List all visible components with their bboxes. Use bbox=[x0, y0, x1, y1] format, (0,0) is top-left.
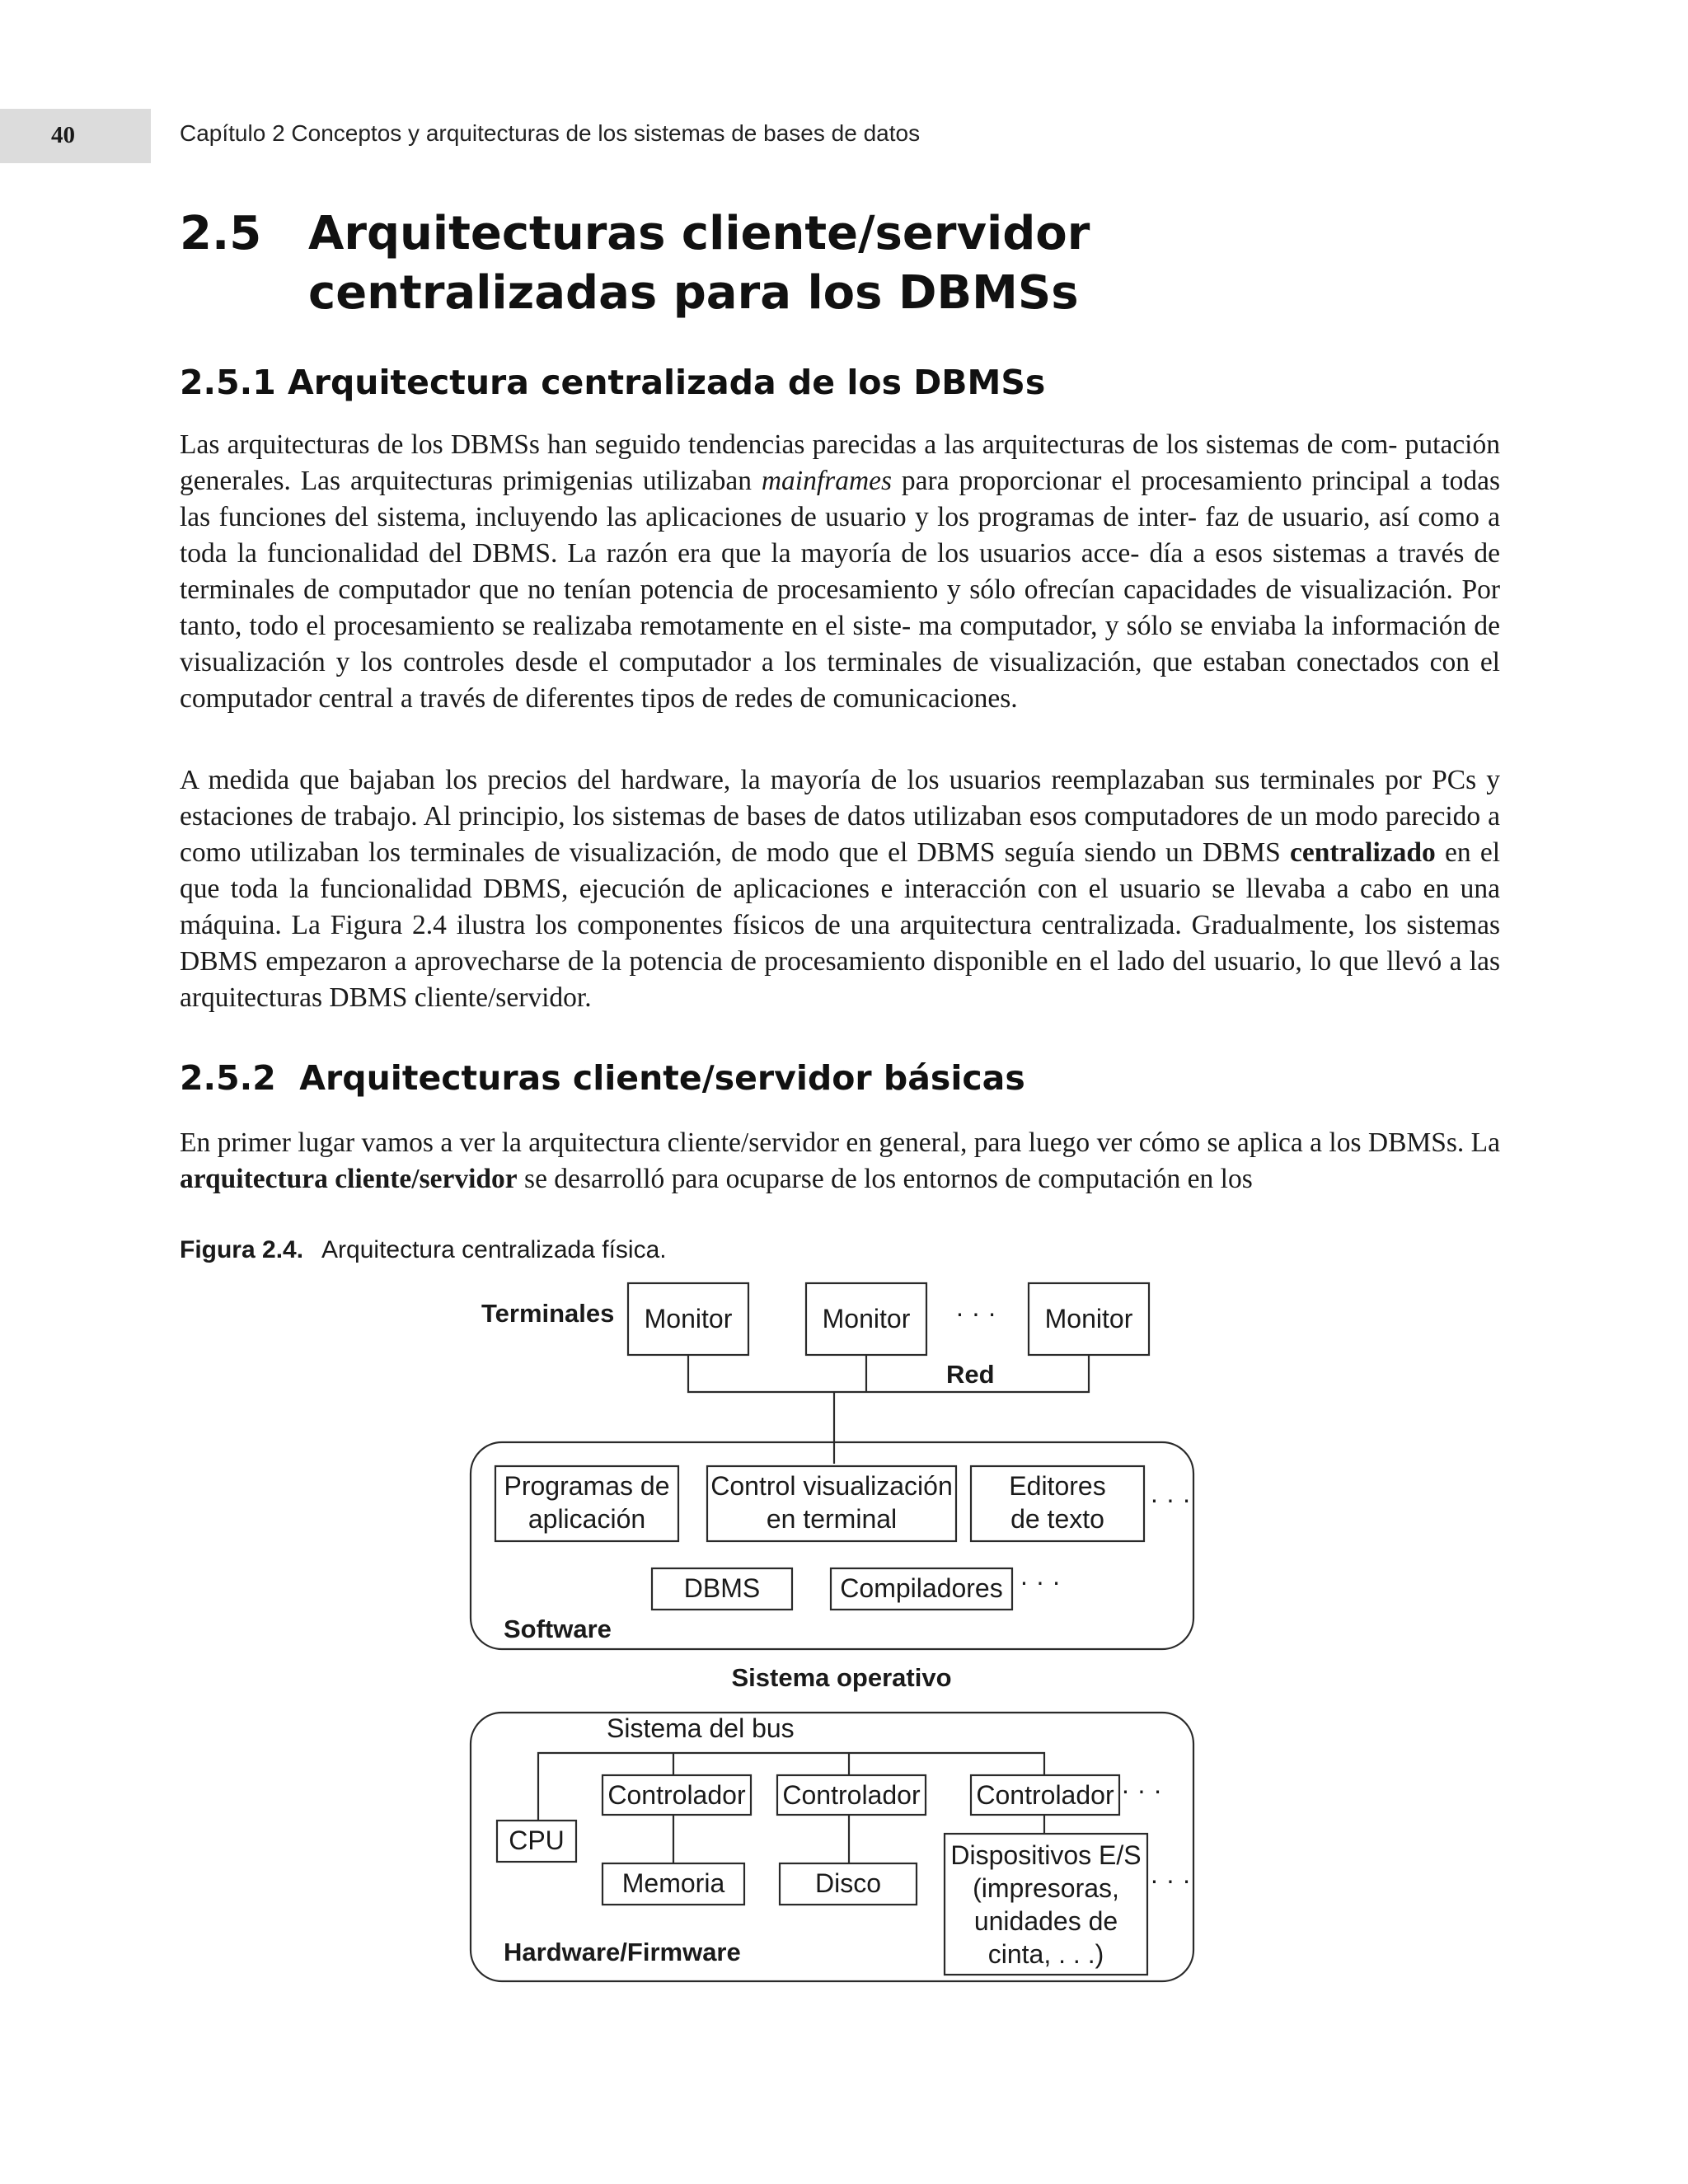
software-row2-ellipsis: · · · bbox=[1020, 1567, 1061, 1596]
hardware-label: Hardware/Firmware bbox=[504, 1938, 741, 1966]
io-ellipsis: · · · bbox=[1150, 1865, 1191, 1895]
figure-label: Figura 2.4. bbox=[180, 1236, 304, 1263]
text-editors-label-1: Editores bbox=[1009, 1471, 1106, 1501]
controller-label-2: Controlador bbox=[782, 1780, 921, 1810]
software-label: Software bbox=[504, 1615, 612, 1643]
app-programs-label-1: Programas de bbox=[504, 1471, 670, 1501]
figure-caption-text: Arquitectura centralizada física. bbox=[321, 1236, 667, 1263]
network-bus-line bbox=[688, 1355, 1089, 1392]
section-title-line2: centralizadas para los DBMSs bbox=[308, 266, 1079, 320]
controller-label-3: Controlador bbox=[976, 1780, 1114, 1810]
paragraph-2-5-1-b: A medida que bajaban los precios del hardware, la mayoría de los usuarios reemplazaban sus terminales por PCs y estaciones de trabajo. Al principio, los sistemas de bases de datos utilizaban esos computadores de un modo parecido a como utilizaban los terminales de visualización, de modo que el DBMS seguía siendo un DBMS centralizado en el que toda la funcionalidad DBMS, ejecución de aplicaciones e interacción con el usuario se llevaba a cabo en una máquina. La Figura 2.4 ilustra los componentes físicos de una arquitectura centralizada. Gradualmente, los sistemas DBMS empezaron a aprovecharse de la potencia de procesamiento disponible en el lado del usuario, lo que llevó a las arquitecturas DBMS cliente/servidor. bbox=[180, 765, 1501, 1013]
terminal-control-label-2: en terminal bbox=[766, 1504, 898, 1534]
section-number: 2.5 bbox=[180, 207, 262, 260]
subsection-title: Arquitecturas cliente/servidor básicas bbox=[299, 1058, 1025, 1098]
io-devices-label-3: unidades de bbox=[973, 1906, 1118, 1936]
section-title-line1: Arquitecturas cliente/servidor bbox=[308, 207, 1090, 260]
paragraph-2-5-1-a: Las arquitecturas de los DBMSs han seguido tendencias parecidas a las arquitecturas de los sistemas de com- putación generales. Las arquitecturas primigenias utilizaban mainframes para proporcionar el procesamiento principal a todas las funciones del sistema, incluyendo las aplicaciones de usuario y los programas de inter- faz de usuario, así como a toda la funcionalidad del DBMS. La razón era que la mayoría de los usuarios acce- día a esos sistemas a través de terminales de computador que no tenían potencia de procesamiento y sólo ofrecían capacidades de visualización. Por tanto, todo el procesamiento se realizaba remotamente en el siste- ma computador, y sólo se enviaba la información de visualización y los controles desde el computador a los terminales de visualización, que estaban conectados con el computador central a través de diferentes tipos de redes de comunicaciones. bbox=[180, 429, 1501, 714]
terminals-label: Terminales bbox=[481, 1299, 615, 1328]
cpu-label: CPU bbox=[509, 1825, 565, 1855]
paragraph-2-5-2: En primer lugar vamos a ver la arquitectura cliente/servidor en general, para luego ver cómo se aplica a los DBMSs. La arquitectura cliente/servidor se desarrolló para ocuparse de los entornos de computación en los bbox=[180, 1127, 1501, 1194]
running-head: Capítulo 2 Conceptos y arquitecturas de los sistemas de bases de datos bbox=[180, 120, 921, 146]
terminal-control-label-1: Control visualización bbox=[710, 1471, 953, 1501]
monitor-label-2: Monitor bbox=[822, 1304, 911, 1333]
text-editors-label-2: de texto bbox=[1010, 1504, 1104, 1534]
page-number: 40 bbox=[51, 122, 75, 148]
emphasis-mainframes: mainframes bbox=[761, 466, 893, 496]
network-label: Red bbox=[946, 1360, 995, 1389]
io-devices-label-1: Dispositivos E/S bbox=[950, 1840, 1142, 1870]
memory-label: Memoria bbox=[621, 1868, 725, 1898]
controller-ellipsis: · · · bbox=[1121, 1775, 1162, 1805]
os-label: Sistema operativo bbox=[731, 1663, 952, 1692]
io-devices-label-2: (impresoras, bbox=[973, 1873, 1119, 1903]
subsection-number: 2.5.2 bbox=[180, 1058, 276, 1098]
app-programs-label-2: aplicación bbox=[528, 1504, 646, 1534]
emphasis-client-server: arquitectura cliente/servidor bbox=[180, 1164, 518, 1194]
monitor-label-3: Monitor bbox=[1044, 1304, 1133, 1333]
software-row1-ellipsis: · · · bbox=[1150, 1484, 1191, 1514]
controller-label-1: Controlador bbox=[607, 1780, 746, 1810]
monitor-label-1: Monitor bbox=[644, 1304, 733, 1333]
emphasis-centralizado: centralizado bbox=[1290, 837, 1436, 868]
compilers-label: Compiladores bbox=[840, 1573, 1003, 1603]
io-devices-label-4: cinta, . . .) bbox=[987, 1939, 1104, 1969]
bus-label: Sistema del bus bbox=[607, 1713, 795, 1743]
monitor-ellipsis: · · · bbox=[955, 1298, 996, 1328]
subsection-heading-2-5-1: 2.5.1 Arquitectura centralizada de los DBMSs bbox=[180, 363, 1046, 402]
dbms-label: DBMS bbox=[683, 1573, 761, 1603]
disk-label: Disco bbox=[814, 1868, 882, 1898]
